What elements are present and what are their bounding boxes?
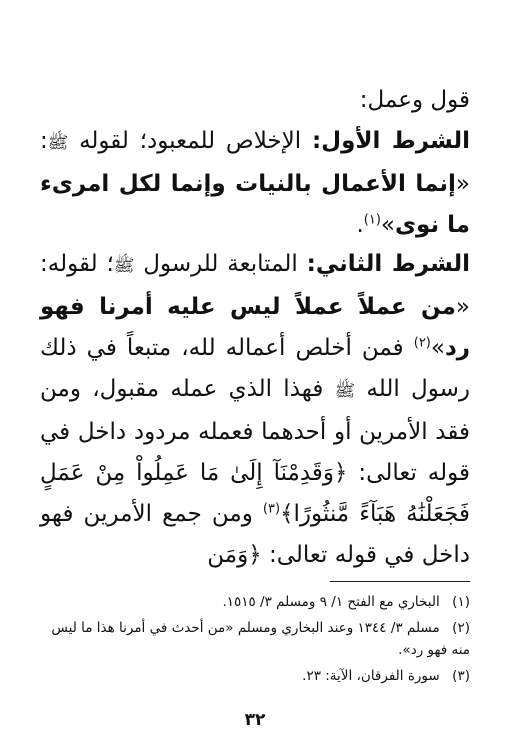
sentence-end: . — [356, 212, 364, 238]
footnote-text: مسلم ٣/ ١٣٤٤ وعند البخاري ومسلم «من أحدث في أمرنا هذا ما ليس منه فهو رد». — [51, 620, 470, 658]
footnote-number: (١) — [452, 594, 470, 610]
condition-one-text: الإخلاص للمعبود؛ لقوله — [68, 128, 312, 154]
footnote-number: (٢) — [452, 620, 470, 636]
footnote-number: (٣) — [452, 668, 470, 684]
quran-verse: وَمَن — [207, 542, 249, 568]
condition-two-text-3: فمن أخلص أعماله لله، متبعاً في ذلك رسول الله — [40, 335, 470, 402]
footnote-ref-3[interactable]: (٣) — [262, 501, 281, 517]
quote-close: » — [380, 212, 395, 238]
hadith-quote: من عملاً عملاً ليس عليه أمرنا فهو رد — [40, 294, 470, 361]
footnote-item — [38, 591, 470, 613]
quran-bracket-close: ﴾ — [280, 501, 294, 527]
hadith-quote: إنما الأعمال بالنيات وإنما لكل امرىء ما نوى — [40, 171, 470, 238]
honorific-glyph: ﷺ — [334, 381, 356, 401]
condition-two-label: الشرط الثاني: — [306, 251, 470, 277]
footnote-text: سورة الفرقان، الآية: ٢٣. — [302, 668, 440, 684]
quran-bracket-open: ﴿ — [248, 542, 262, 568]
intro-line — [40, 80, 470, 121]
footnote-ref-2[interactable]: (٢) — [413, 335, 431, 351]
condition-two-text-4: فهذا الذي عمله مقبول، ومن فقد الأمرين أو أحدهما فعمله مردود داخل في قوله تعالى: — [40, 376, 470, 486]
quran-bracket-open: ﴿ — [334, 460, 348, 486]
condition-one-label: الشرط الأول: — [311, 128, 470, 154]
quote-close: » — [430, 335, 445, 361]
footnote-divider — [330, 581, 470, 582]
quran-verse: وَقَدِمْنَآ إِلَىٰ مَا عَمِلُواْ مِنْ عَمَلٍ فَجَعَلْنَٰهُ هَبَآءً مَّنثُورًا — [40, 460, 470, 527]
condition-one-paragraph — [40, 121, 470, 246]
intro-text: قول وعمل: — [359, 87, 470, 113]
footnote-ref-1[interactable]: (١) — [363, 212, 381, 228]
honorific-glyph: ﷺ — [47, 133, 69, 153]
page-number: ٣٢ — [244, 710, 266, 730]
condition-two-text-2: ؛ لقوله: « — [40, 251, 470, 320]
condition-two-paragraph — [40, 244, 470, 576]
honorific-glyph: ﷺ — [113, 256, 135, 276]
footnote-item — [38, 665, 470, 687]
footnote-text: البخاري مع الفتح ١/ ٩ ومسلم ٣/ ١٥١٥. — [222, 594, 440, 610]
footnote-item — [38, 617, 470, 661]
condition-one-text-2: : « — [40, 128, 470, 197]
condition-two-text-5: ومن جمع الأمرين فهو داخل في قوله تعالى: — [40, 501, 470, 568]
condition-two-text: المتابعة للرسول — [134, 251, 307, 277]
